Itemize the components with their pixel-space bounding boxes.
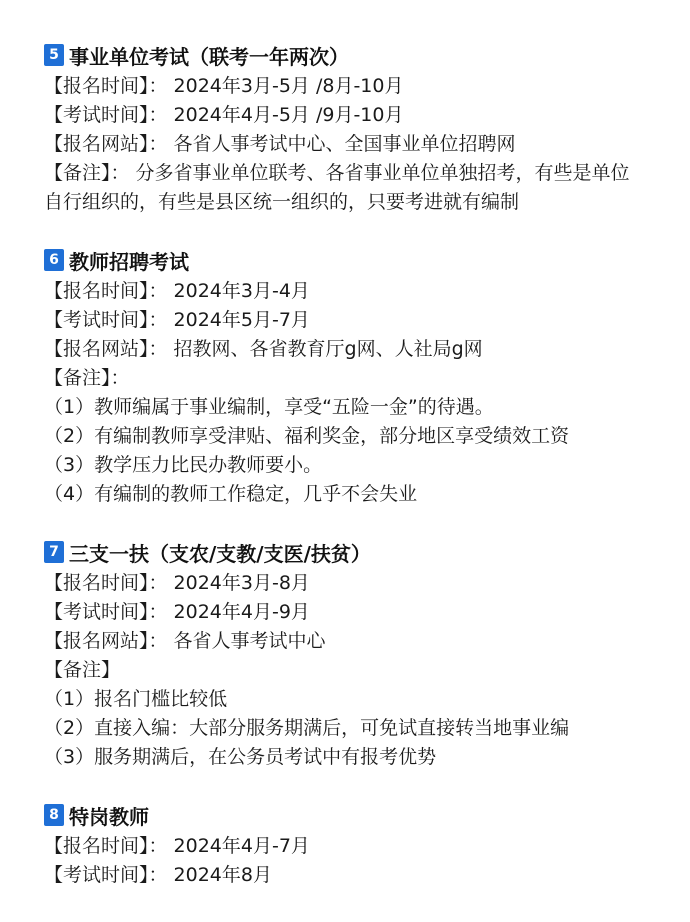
remarks-label-line: 【备注】：	[44, 367, 130, 389]
exam-time-line: 【考试时间】： 2024年4月-9月	[44, 601, 310, 623]
section-three-supports-one-aid	[44, 537, 670, 772]
remark-item: （1）报名门槛比较低	[44, 688, 228, 710]
exam-time-line: 【考试时间】： 2024年5月-7月	[44, 309, 310, 331]
exam-time-line: 【考试时间】： 2024年8月	[44, 864, 272, 886]
section-number-badge: 7	[44, 541, 64, 563]
section-heading	[44, 40, 670, 70]
section-number-badge: 8	[44, 804, 64, 826]
registration-website-line: 【报名网站】： 招教网、各省教育厅g网、人社局g网	[44, 338, 483, 360]
remark-item: （2）有编制教师享受津贴、福利奖金，部分地区享受绩效工资	[44, 425, 570, 447]
remark-item: （4）有编制的教师工作稳定，几乎不会失业	[44, 483, 418, 505]
section-number-badge: 5	[44, 44, 64, 66]
section-public-institution-exam	[44, 40, 670, 217]
section-heading	[44, 245, 670, 275]
registration-time-line: 【报名时间】： 2024年4月-7月	[44, 835, 310, 857]
remark-item: （3）服务期满后，在公务员考试中有报考优势	[44, 746, 437, 768]
registration-website-line: 【报名网站】： 各省人事考试中心	[44, 630, 326, 652]
remark-item: （3）教学压力比民办教师要小。	[44, 454, 323, 476]
registration-website-line: 【报名网站】： 各省人事考试中心、全国事业单位招聘网	[44, 133, 516, 155]
section-teacher-recruitment-exam	[44, 245, 670, 509]
section-title: 三支一扶（支农/支教/支医/扶贫）	[69, 541, 371, 566]
remark-item: （1）教师编属于事业编制，享受“五险一金”的待遇。	[44, 396, 494, 418]
remarks-label-line: 【备注】	[44, 659, 121, 681]
section-title: 教师招聘考试	[69, 249, 189, 274]
exam-time-line: 【考试时间】： 2024年4月-5月 /9月-10月	[44, 104, 404, 126]
section-special-post-teacher	[44, 800, 670, 890]
remarks-line: 【备注】： 分多省事业单位联考、各省事业单位单独招考，有些是单位自行组织的，有些是县区统一组织的，只要考进就有编制	[44, 162, 630, 213]
remark-item: （2）直接入编：大部分服务期满后，可免试直接转当地事业编	[44, 717, 570, 739]
section-title: 事业单位考试（联考一年两次）	[69, 44, 349, 69]
registration-time-line: 【报名时间】： 2024年3月-4月	[44, 280, 310, 302]
section-heading	[44, 800, 670, 830]
section-heading	[44, 537, 670, 567]
section-title: 特岗教师	[69, 804, 149, 829]
registration-time-line: 【报名时间】： 2024年3月-5月 /8月-10月	[44, 75, 404, 97]
section-number-badge: 6	[44, 249, 64, 271]
registration-time-line: 【报名时间】： 2024年3月-8月	[44, 572, 310, 594]
